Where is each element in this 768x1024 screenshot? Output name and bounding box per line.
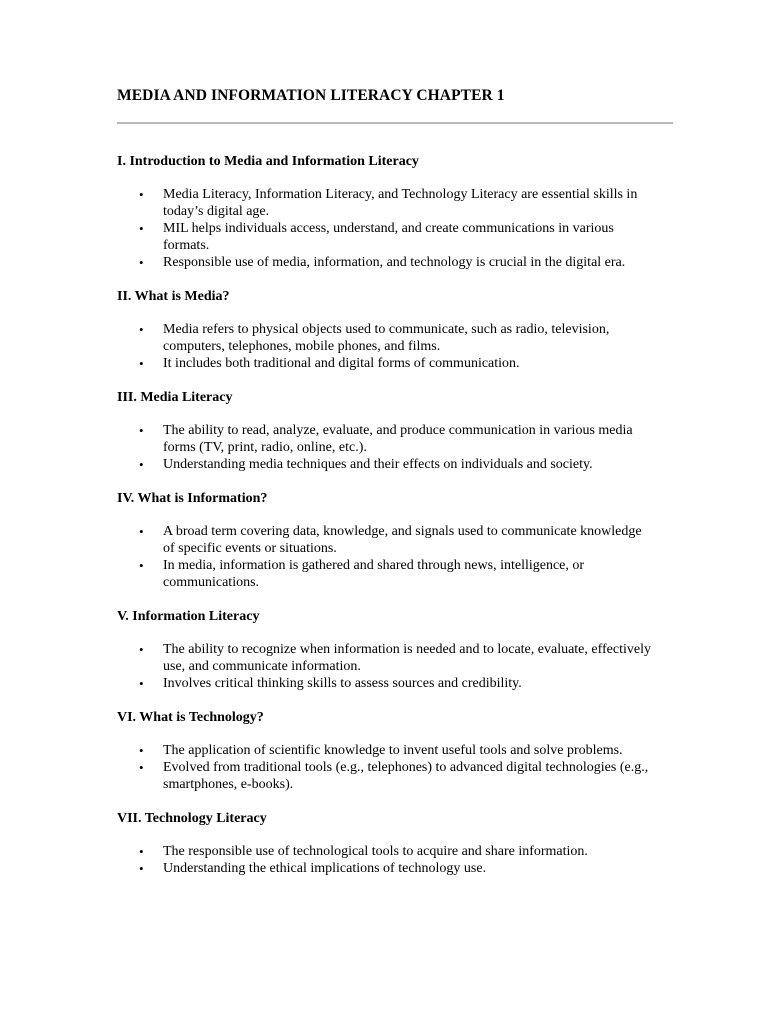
section-heading: I. Introduction to Media and Information Literacy xyxy=(117,154,419,169)
section xyxy=(117,709,673,793)
list-item xyxy=(117,254,653,271)
section xyxy=(117,288,673,372)
list-item xyxy=(117,422,653,456)
list-item-text: The ability to recognize when information is needed and to locate, evaluate, effectively use, and communicate information. xyxy=(163,642,651,674)
list-item xyxy=(117,186,653,220)
list-item-text: The application of scientific knowledge to invent useful tools and solve problems. xyxy=(163,743,623,758)
list-item-text: The responsible use of technological tools to acquire and share information. xyxy=(163,844,588,859)
bullet-icon: • xyxy=(139,743,144,758)
list-item-text: Media refers to physical objects used to communicate, such as radio, television, computers, telephones, mobile phones, and films. xyxy=(163,322,610,354)
bullet-list xyxy=(117,641,673,692)
bullet-icon: • xyxy=(139,187,144,202)
bullet-icon: • xyxy=(139,255,144,270)
list-item xyxy=(117,860,653,877)
bullet-list xyxy=(117,742,673,793)
bullet-list xyxy=(117,422,673,473)
list-item-text: Involves critical thinking skills to assess sources and credibility. xyxy=(163,676,522,691)
list-item xyxy=(117,456,653,473)
document-title: MEDIA AND INFORMATION LITERACY CHAPTER 1 xyxy=(117,87,505,104)
list-item-text: MIL helps individuals access, understand, and create communications in various formats. xyxy=(163,221,614,253)
bullet-icon: • xyxy=(139,356,144,371)
list-item-text: The ability to read, analyze, evaluate, and produce communication in various media forms (TV, print, radio, online, etc.). xyxy=(163,423,633,455)
list-item-text: Responsible use of media, information, and technology is crucial in the digital era. xyxy=(163,255,626,270)
bullet-list xyxy=(117,523,673,591)
list-item-text: Media Literacy, Information Literacy, and Technology Literacy are essential skills in today’s digital age. xyxy=(163,187,638,219)
section-heading: VI. What is Technology? xyxy=(117,710,264,725)
sections-container xyxy=(117,153,673,877)
bullet-icon: • xyxy=(139,322,144,337)
list-item xyxy=(117,843,653,860)
list-item xyxy=(117,641,653,675)
bullet-icon: • xyxy=(139,423,144,438)
bullet-icon: • xyxy=(139,221,144,236)
section-heading: II. What is Media? xyxy=(117,289,230,304)
list-item xyxy=(117,321,653,355)
list-item xyxy=(117,355,653,372)
document-page xyxy=(117,86,673,894)
list-item-text: In media, information is gathered and shared through news, intelligence, or communications. xyxy=(163,558,585,590)
list-item-text: A broad term covering data, knowledge, and signals used to communicate knowledge of specific events or situations. xyxy=(163,524,642,556)
section xyxy=(117,389,673,473)
bullet-list xyxy=(117,843,673,877)
list-item xyxy=(117,675,653,692)
list-item xyxy=(117,220,653,254)
list-item xyxy=(117,759,653,793)
bullet-icon: • xyxy=(139,676,144,691)
bullet-icon: • xyxy=(139,524,144,539)
section-heading: IV. What is Information? xyxy=(117,491,268,506)
bullet-list xyxy=(117,321,673,372)
list-item xyxy=(117,557,653,591)
list-item-text: Understanding media techniques and their effects on individuals and society. xyxy=(163,457,593,472)
section xyxy=(117,153,673,271)
section xyxy=(117,810,673,877)
bullet-icon: • xyxy=(139,760,144,775)
bullet-icon: • xyxy=(139,844,144,859)
list-item xyxy=(117,523,653,557)
section-heading: V. Information Literacy xyxy=(117,609,260,624)
list-item-text: Understanding the ethical implications of technology use. xyxy=(163,861,487,876)
section-heading: III. Media Literacy xyxy=(117,390,233,405)
section xyxy=(117,608,673,692)
list-item xyxy=(117,742,653,759)
list-item-text: Evolved from traditional tools (e.g., telephones) to advanced digital technologies (e.g., smartphones, e-books). xyxy=(163,760,649,792)
bullet-icon: • xyxy=(139,457,144,472)
list-item-text: It includes both traditional and digital forms of communication. xyxy=(163,356,520,371)
section xyxy=(117,490,673,591)
section-heading: VII. Technology Literacy xyxy=(117,811,267,826)
bullet-icon: • xyxy=(139,861,144,876)
bullet-list xyxy=(117,186,673,271)
title-divider xyxy=(117,122,673,124)
bullet-icon: • xyxy=(139,558,144,573)
bullet-icon: • xyxy=(139,642,144,657)
